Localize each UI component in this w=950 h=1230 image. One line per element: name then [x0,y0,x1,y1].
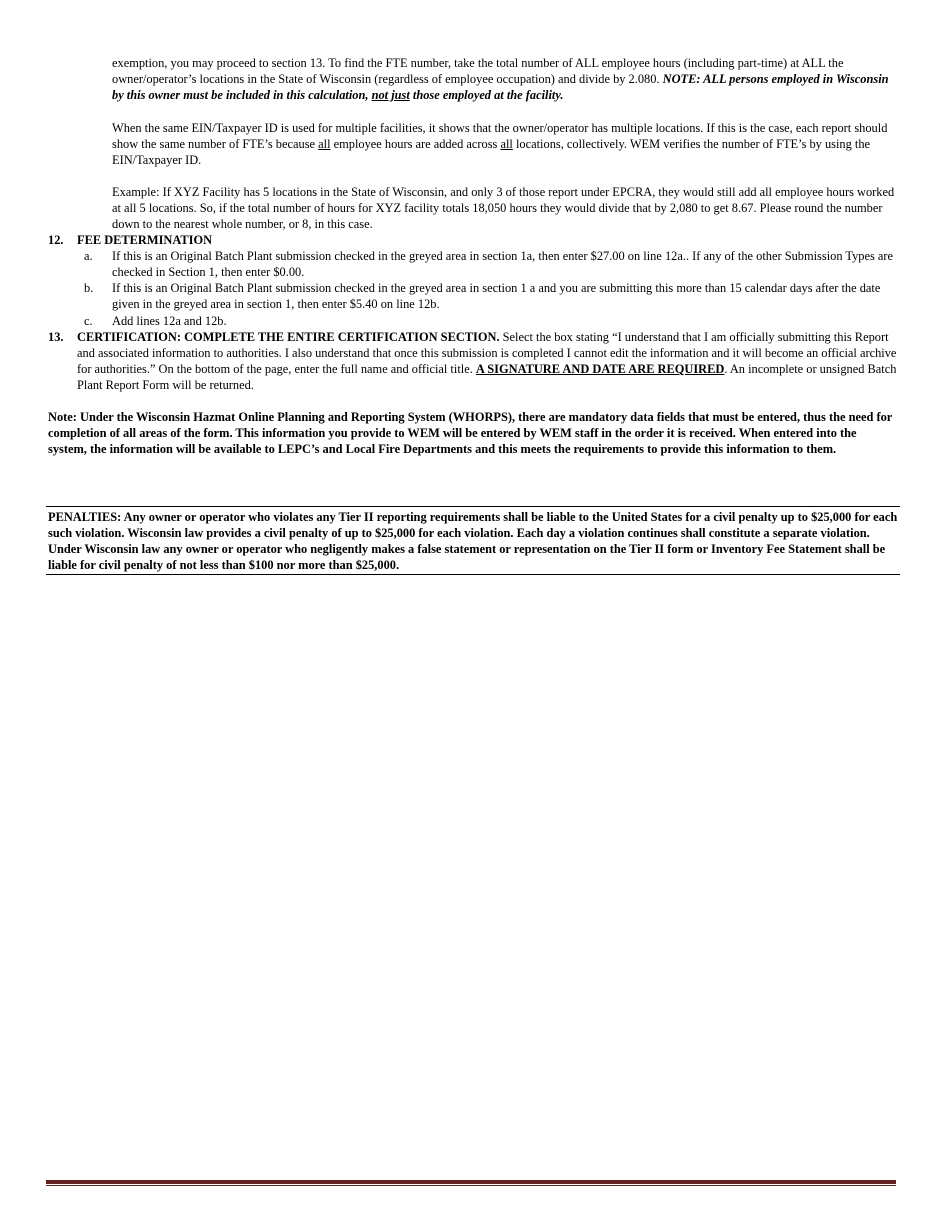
whorps-note: Note: Under the Wisconsin Hazmat Online Planning and Reporting System (WHORPS), there are mandatory data fields that must be entered, thus the need for completion of all areas of the form. This information you provide to WEM will be entered by WEM staff in the order it is received. When entered into the system, the information will be available to LEPC’s and Local Fire Departments and this meets the requirements to provide this information to them. [48,410,893,456]
section-12a-text: If this is an Original Batch Plant submission checked in the greyed area in section 1a, then enter $27.00 on line 12a.. If any of the other Submission Types are checked in Section 1, then enter $0.00. [112,249,894,279]
section-13-text: Select the box stating “I understand that I am officially submitting this Report and associated information to authorities. I also understand that once this submission is completed I cannot edit the information and it will become an official archive for authorities.” On the bottom of the page, enter the full name and official title. [77,330,897,376]
footer-rule-thin [46,1185,896,1186]
section-13-tail: . An incomplete or unsigned Batch Plant Report Form will be returned. [77,362,897,392]
fte-note-end: those employed at the facility. [409,88,564,102]
fte-text: exemption, you may proceed to section 13. To find the FTE number, take the total number of ALL employee hours (including part-time) at ALL the owner/operator’s locations in the State of Wisconsin (regardless of employee occupation) and divide by 2.080. [112,56,844,86]
fte-note-underlined: not just [371,88,410,102]
section-12-title: FEE DETERMINATION [77,233,213,247]
ein-text: When the same EIN/Taxpayer ID is used for multiple facilities, it shows that the owner/operator has multiple locations. If this is the case, each report should show the same number of FTE’s because [112,121,888,151]
footer-rule-thick [46,1180,896,1184]
section-12c-label: c. [84,314,93,328]
section-12b-label: b. [84,281,94,295]
fte-note: NOTE: ALL persons employed in Wisconsin by this owner must be included in this calculation, [112,72,889,102]
section-12a-item [84,248,898,280]
ein-text-end: locations, collectively. WEM verifies the number of FTE’s by using the EIN/Taxpayer ID. [112,137,871,167]
fte-calculation-paragraph [112,55,898,103]
section-13 [48,329,898,393]
ein-text-mid: employee hours are added across [330,137,501,151]
section-13-number: 13. [48,330,64,344]
ein-paragraph [112,120,898,168]
section-13-required: A SIGNATURE AND DATE ARE REQUIRED [475,362,725,376]
section-13-body [77,329,898,393]
section-12b-item [84,280,898,312]
section-13-title: CERTIFICATION: COMPLETE THE ENTIRE CERTIFICATION SECTION. [77,330,500,344]
ein-underlined-all-1: all [318,137,331,151]
section-12b-text: If this is an Original Batch Plant submission checked in the greyed area in section 1 a and you are submitting this more than 15 calendar days after the date given in the greyed area in section 1, then enter $5.40 on line 12b. [112,281,881,311]
section-12-number: 12. [48,233,64,247]
example-paragraph: Example: If XYZ Facility has 5 locations in the State of Wisconsin, and only 3 of those report under EPCRA, they would still add all employee hours worked at all 5 locations. So, if the total number of hours for XYZ facility totals 18,050 hours they would divide that by 2,080 to get 8.67. Please round the number down to the nearest whole number, or 8, in this case. [112,185,895,231]
penalties-text: PENALTIES: Any owner or operator who violates any Tier II reporting requirements shall be liable to the United States for a civil penalty up to $25,000 for each such violation. Wisconsin law provides a civil penalty of up to $25,000 for each violation. Each day a violation continues shall constitute a separate violation. Under Wisconsin law any owner or operator who negligently makes a false statement or representation on the Tier II form or Inventory Fee Statement shall be liable for civil penalty of not less than $100 nor more than $25,000. [48,510,898,572]
section-12c-text: Add lines 12a and 12b. [112,314,227,328]
penalties-box [46,506,900,575]
section-12c-item [84,313,898,329]
ein-underlined-all-2: all [500,137,513,151]
section-12-heading [48,232,898,248]
section-12a-label: a. [84,249,93,263]
